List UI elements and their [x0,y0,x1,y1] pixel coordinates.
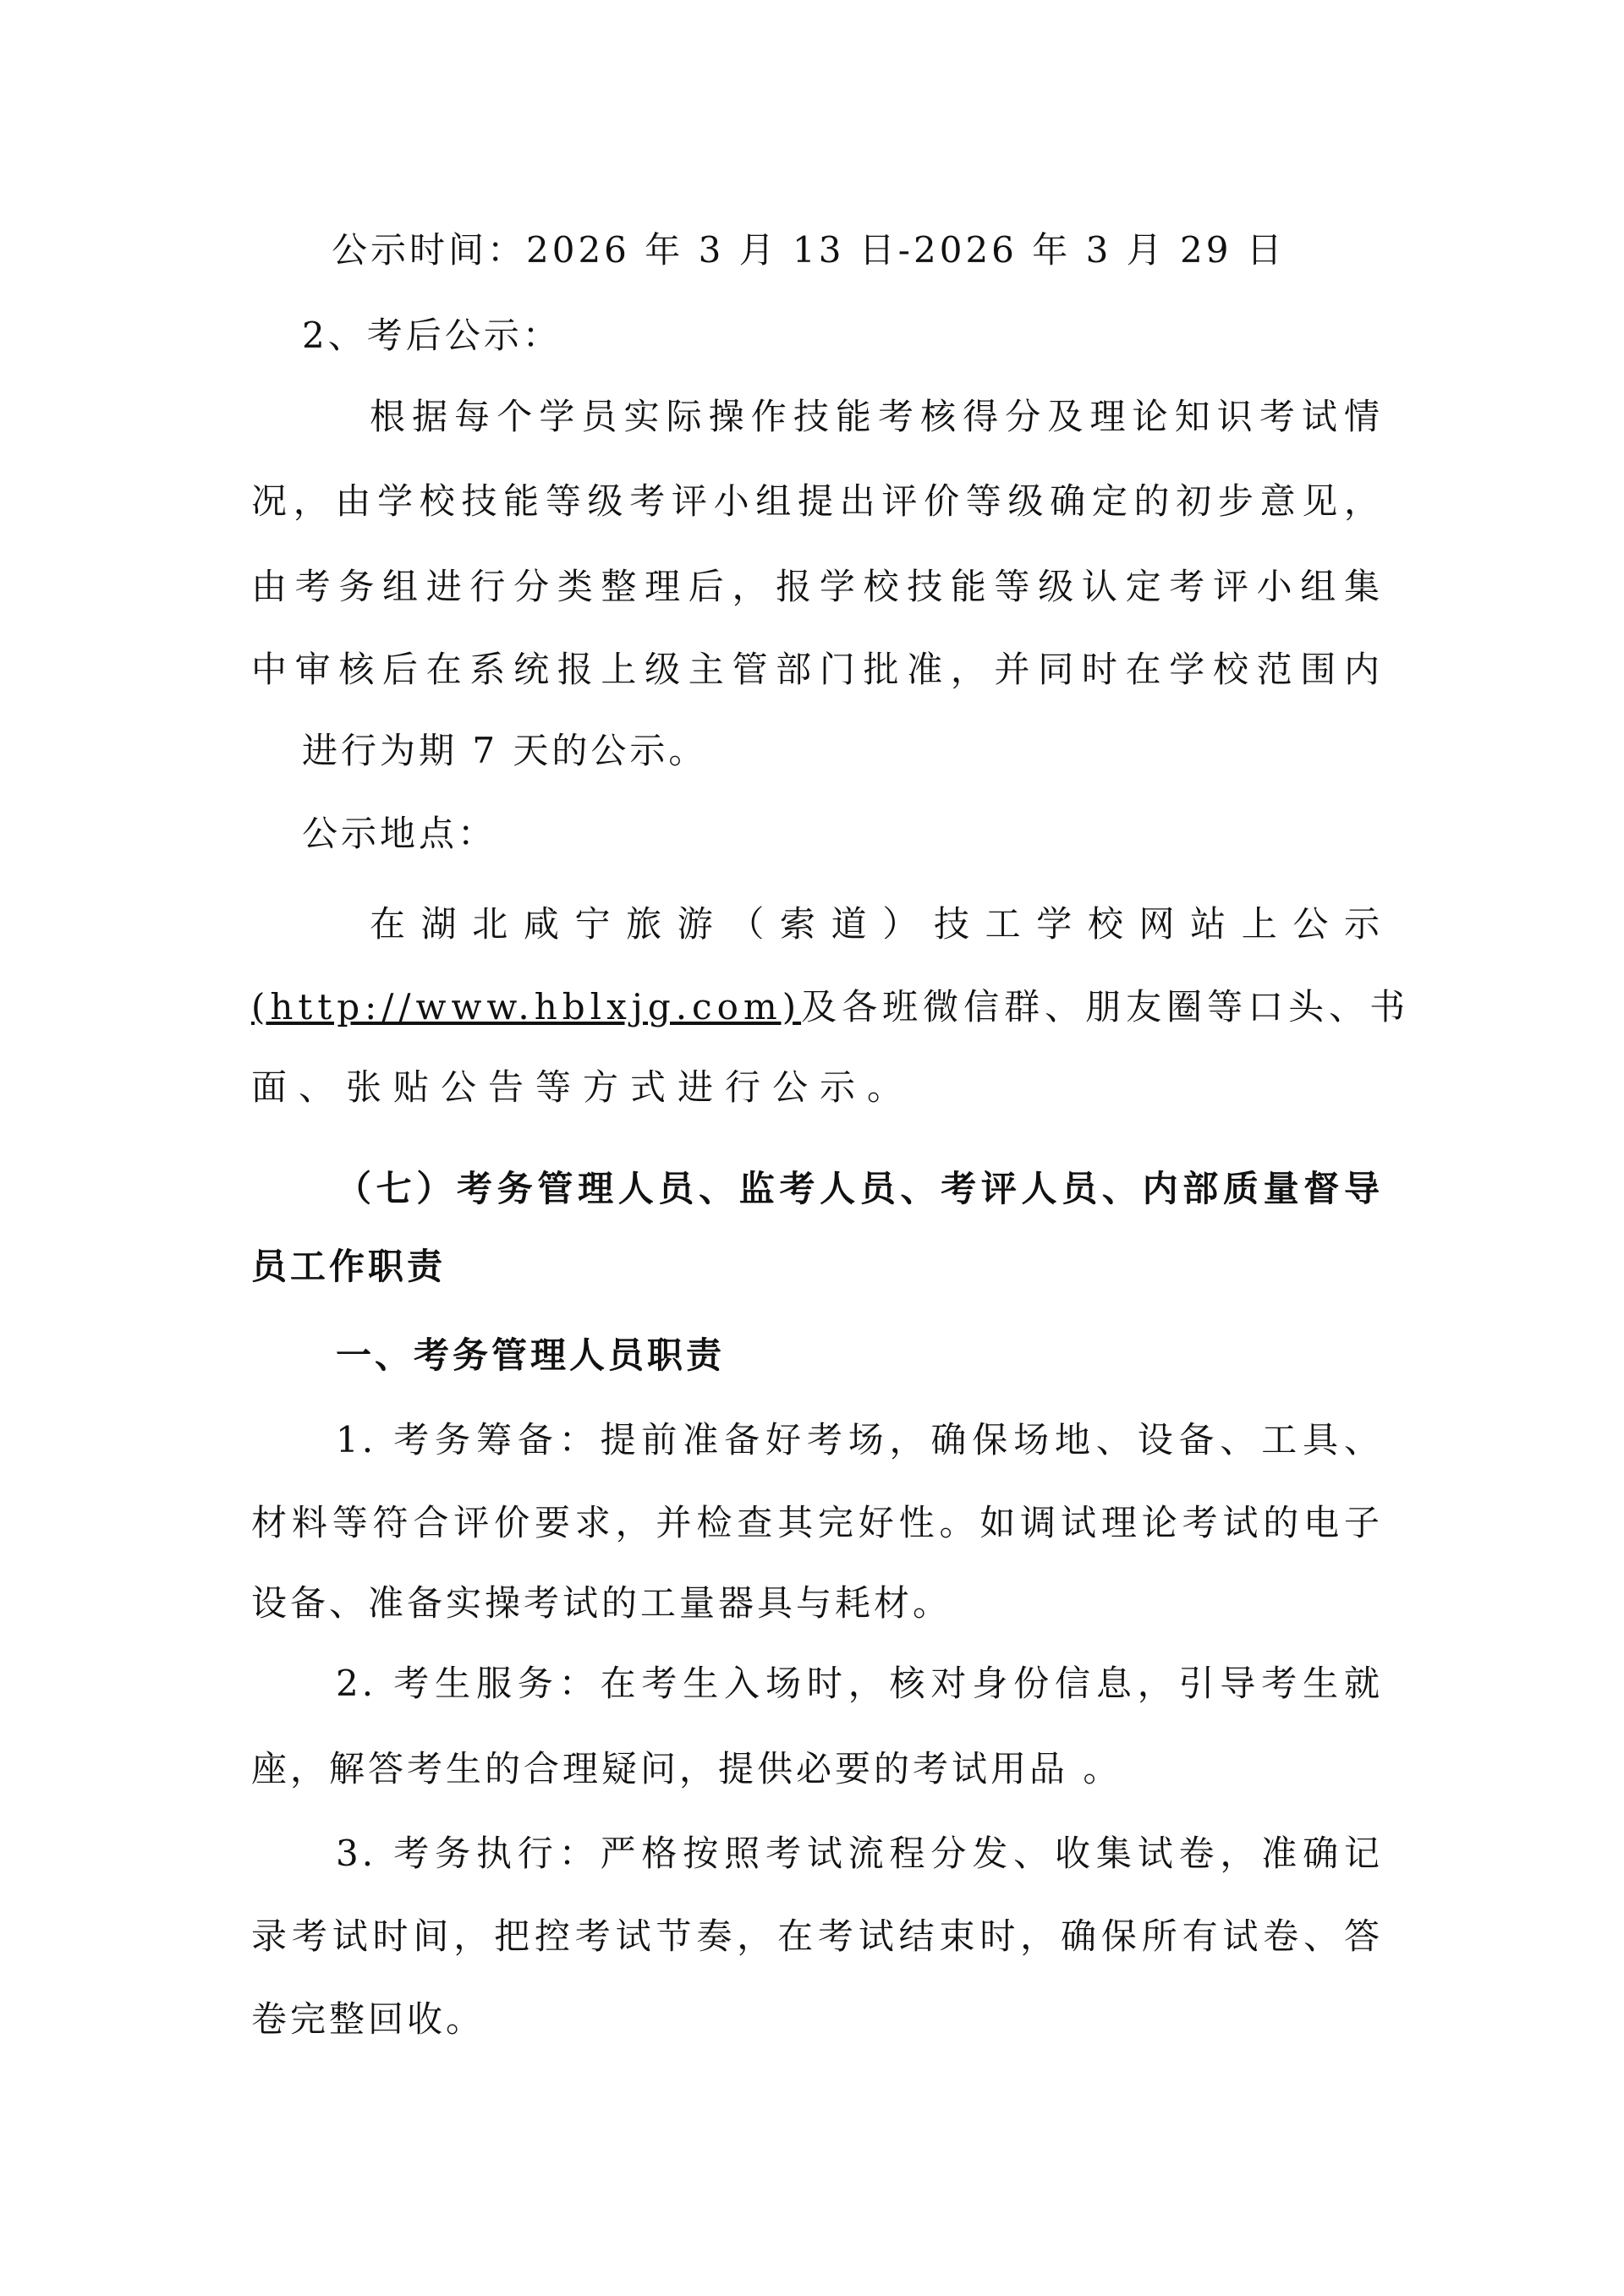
location-label: 公示地点： [302,813,497,854]
para1-line-2: 况，由学校技能等级考评小组提出评价等级确定的初步意见， [251,480,1383,522]
para1-line-4: 中审核后在系统报上级主管部门批准，并同时在学校范围内 [251,649,1383,690]
para2-line-3: 面、张贴公告等方式进行公示。 [251,1066,915,1108]
subheading-exam-staff-duties: 一、考务管理人员职责 [336,1334,726,1376]
para1-line-3: 由考务组进行分类整理后，报学校技能等级认定考评小组集 [251,566,1383,607]
section-heading-line-2: 员工作职责 [251,1246,447,1287]
item2-line-2: 座，解答考生的合理疑问，提供必要的考试用品 。 [251,1748,1122,1789]
para1-line-5: 进行为期 7 天的公示。 [302,730,708,771]
item1-line-3: 设备、准备实操考试的工量器具与耗材。 [251,1582,952,1624]
para2-line-2 [251,984,1410,1031]
item1-line-2: 材料等符合评价要求，并检查其完好性。如调试理论考试的电子 [251,1502,1383,1543]
item3-line-1: 3. 考务执行：严格按照考试流程分发、收集试卷，准确记 [336,1833,1383,1874]
para2-line-2-text: 及各班微信群、朋友圈等口头、书 [801,986,1411,1027]
school-website-link[interactable]: (http://www.hblxjg.com) [251,986,802,1027]
item3-line-3: 卷完整回收。 [251,1998,486,2040]
section-heading-line-1: （七）考务管理人员、监考人员、考评人员、内部质量督导 [336,1168,1383,1209]
post-exam-heading: 2、考后公示： [302,315,562,356]
item1-line-1: 1. 考务筹备：提前准备好考场，确保场地、设备、工具、 [336,1419,1383,1460]
item3-line-2: 录考试时间，把控考试节奏，在考试结束时，确保所有试卷、答 [251,1915,1383,1957]
item2-line-1: 2. 考生服务：在考生入场时，核对身份信息，引导考生就 [336,1663,1383,1704]
para2-line-1: 在湖北咸宁旅游（索道）技工学校网站上公示 [370,903,1383,945]
publicity-time-line: 公示时间：2026 年 3 月 13 日-2026 年 3 月 29 日 [332,229,1286,271]
para1-line-1: 根据每个学员实际操作技能考核得分及理论知识考试情 [370,396,1383,437]
